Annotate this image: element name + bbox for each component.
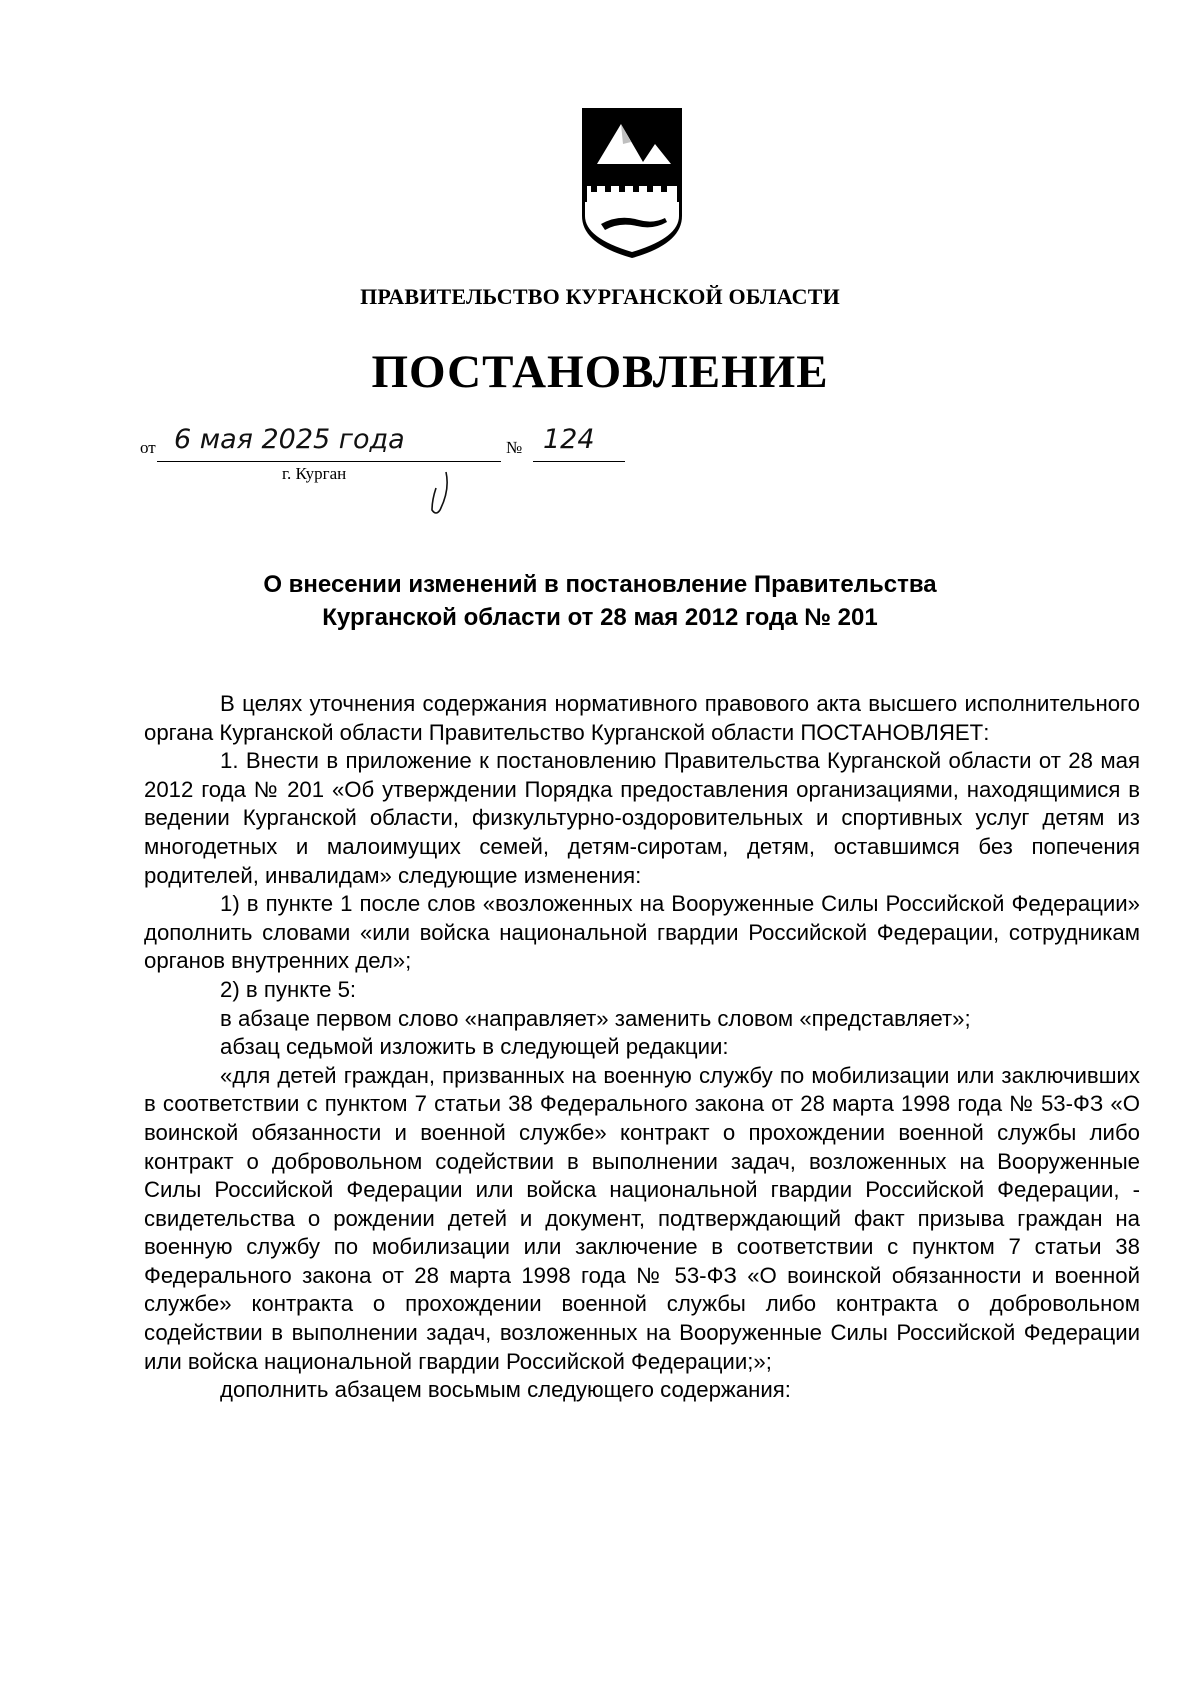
coat-of-arms-icon: [579, 106, 685, 260]
government-name: ПРАВИТЕЛЬСТВО КУРГАНСКОЙ ОБЛАСТИ: [360, 284, 840, 309]
body-paragraph: 2) в пункте 5:: [220, 976, 357, 1002]
subject-line-2: Курганской области от 28 мая 2012 года № 201: [322, 604, 878, 631]
date-number-line: [140, 424, 640, 483]
subject-line-1: О внесении изменений в постановление Правительства: [263, 571, 937, 598]
from-label: от: [140, 438, 156, 457]
document-subject: [0, 568, 1200, 634]
handwritten-number: 124: [543, 424, 595, 455]
document-body: [144, 690, 1140, 1405]
number-label: №: [506, 438, 523, 457]
body-paragraph: 1) в пункте 1 после слов «возложенных на Вооруженные Силы Российской Федерации» дополнить словами «или войска национальной гвардии Российской Федерации, сотрудникам органов внутренних дел»;: [144, 891, 1140, 974]
body-paragraph: дополнить абзацем восьмым следующего содержания:: [220, 1377, 791, 1403]
body-paragraph: 1. Внести в приложение к постановлению Правительства Курганской области от 28 мая 2012 года № 201 «Об утверждении Порядка предоставления организациями, находящимися в ведении Курганской области, физкультурно-оздоровительных и спортивных услуг детям из многодетных и малоимущих семей, детям-сиротам, детям, оставшимся без попечения родителей, инвалидам» следующие изменения:: [144, 748, 1140, 888]
handwriting-stroke-icon: [420, 470, 460, 520]
document-type-title: ПОСТАНОВЛЕНИЕ: [371, 346, 829, 398]
date-underline: [157, 461, 501, 462]
body-paragraph: В целях уточнения содержания нормативного правового акта высшего исполнительного органа Курганской области Правительство Курганской области ПОСТАНОВЛЯЕТ:: [144, 691, 1140, 745]
body-paragraph: в абзаце первом слово «направляет» заменить словом «представляет»;: [220, 1005, 971, 1031]
body-paragraph: абзац седьмой изложить в следующей редакции:: [220, 1034, 729, 1060]
handwritten-date: 6 мая 2025 года: [174, 424, 405, 455]
body-paragraph: «для детей граждан, призванных на военную службу по мобилизации или заключивших в соответствии с пунктом 7 статьи 38 Федерального закона от 28 марта 1998 года № 53-ФЗ «О воинской обязанности и военной службе» контракт о прохождении военной службы либо контракт о добровольном содействии в выполнении задач, возложенных на Вооруженные Силы Российской Федерации или войска национальной гвардии Российской Федерации, - свидетельства о рождении детей и документ, подтверждающий факт призыва граждан на военную службу по мобилизации или заключение в соответствии с пунктом 7 статьи 38 Федерального закона от 28 марта 1998 года № 53-ФЗ «О воинской обязанности и военной службе» контракта о прохождении военной службы либо контракта о добровольном содействии в выполнении задач, возложенных на Вооруженные Силы Российской Федерации или войска национальной гвардии Российской Федерации;»;: [144, 1062, 1140, 1374]
city-label: г. Курган: [282, 464, 347, 483]
number-underline: [533, 461, 625, 462]
